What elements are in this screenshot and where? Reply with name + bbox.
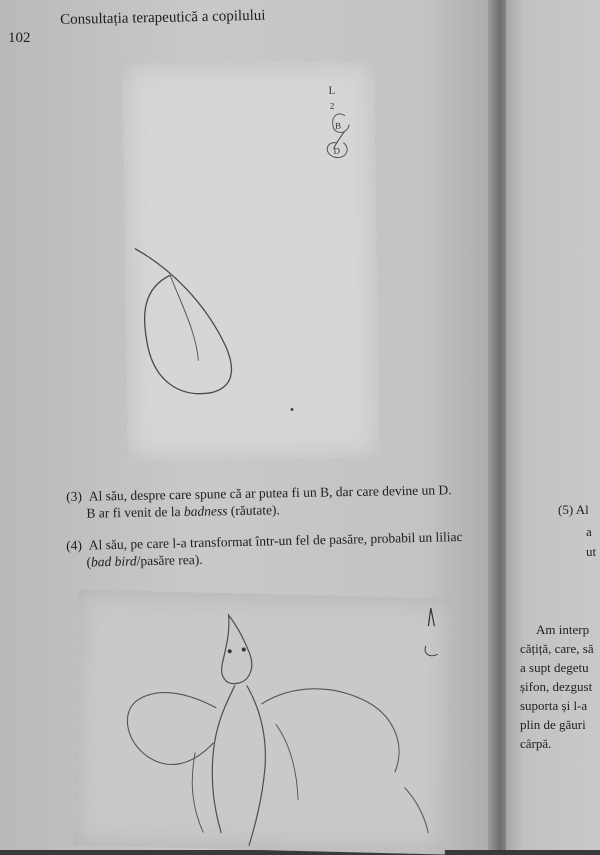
bird-body-right — [243, 686, 267, 846]
caption-4-italic: bad bird — [90, 553, 137, 570]
right-item-5-line-3: ut — [586, 544, 597, 559]
right-para-line-6: plin de găuri — [520, 717, 586, 732]
loop-stroke-inner — [170, 275, 198, 361]
mark-b: B — [335, 120, 342, 131]
mark-d: D — [333, 145, 341, 156]
figure-drawing-letters — [122, 60, 380, 461]
caption-3-text-2a: B ar fi venit de la — [86, 503, 185, 521]
arrow-mark — [428, 608, 434, 626]
caption-3-number: (3) — [66, 488, 83, 504]
caption-3 — [66, 481, 452, 522]
bird-wing-left — [126, 692, 216, 766]
mark-2: 2 — [329, 100, 335, 111]
bird-eye-right — [242, 647, 246, 651]
right-page — [506, 0, 600, 850]
caption-3-text-2b: (răutate). — [227, 502, 280, 519]
bird-wing-right — [260, 687, 401, 772]
running-title: Consultația terapeutică a copilului — [60, 7, 266, 28]
caption-4-text-1: Al său, pe care l-a transformat într-un fel de pasăre, probabil un liliac — [88, 529, 463, 553]
bird-claw-stroke — [403, 787, 429, 833]
bird-wing-left-inner — [191, 752, 205, 832]
corner-scribble — [425, 646, 438, 656]
right-para-line-5: suporta și l-a — [520, 698, 588, 713]
right-item-5-line-2: a — [586, 524, 592, 539]
right-item-5-fragment: Al — [575, 502, 589, 517]
caption-4-number: (4) — [66, 537, 83, 553]
loop-stroke-outer — [135, 247, 232, 394]
bird-head — [221, 615, 253, 684]
right-para-line-7: cârpă. — [520, 736, 552, 751]
drawing-bird-svg — [73, 589, 451, 854]
right-para-line-2: cățiță, care, să — [520, 641, 594, 656]
right-item-5-number: (5) — [558, 502, 574, 517]
mark-l: L — [328, 84, 336, 97]
right-para-line-4: șifon, dezgust — [520, 679, 593, 694]
right-para-line-1: Am interp — [536, 622, 590, 637]
figure-drawing-bird — [73, 589, 451, 854]
right-para-line-3: a supt degetu — [520, 660, 589, 675]
caption-4 — [66, 528, 463, 571]
caption-4-text-2a: ( — [86, 554, 92, 570]
caption-4-text-2b: /pasăre rea). — [136, 551, 203, 569]
page-number: 102 — [8, 30, 31, 46]
bird-eye-left — [228, 649, 232, 653]
right-item-5 — [558, 502, 589, 518]
dot-mark — [291, 408, 294, 411]
bird-wing-right-inner — [274, 724, 300, 800]
caption-3-text-1: Al său, despre care spune că ar putea fi un B, dar care devine un D. — [88, 482, 452, 504]
caption-3-italic: badness — [183, 503, 228, 519]
drawing-letters-svg — [122, 60, 380, 461]
